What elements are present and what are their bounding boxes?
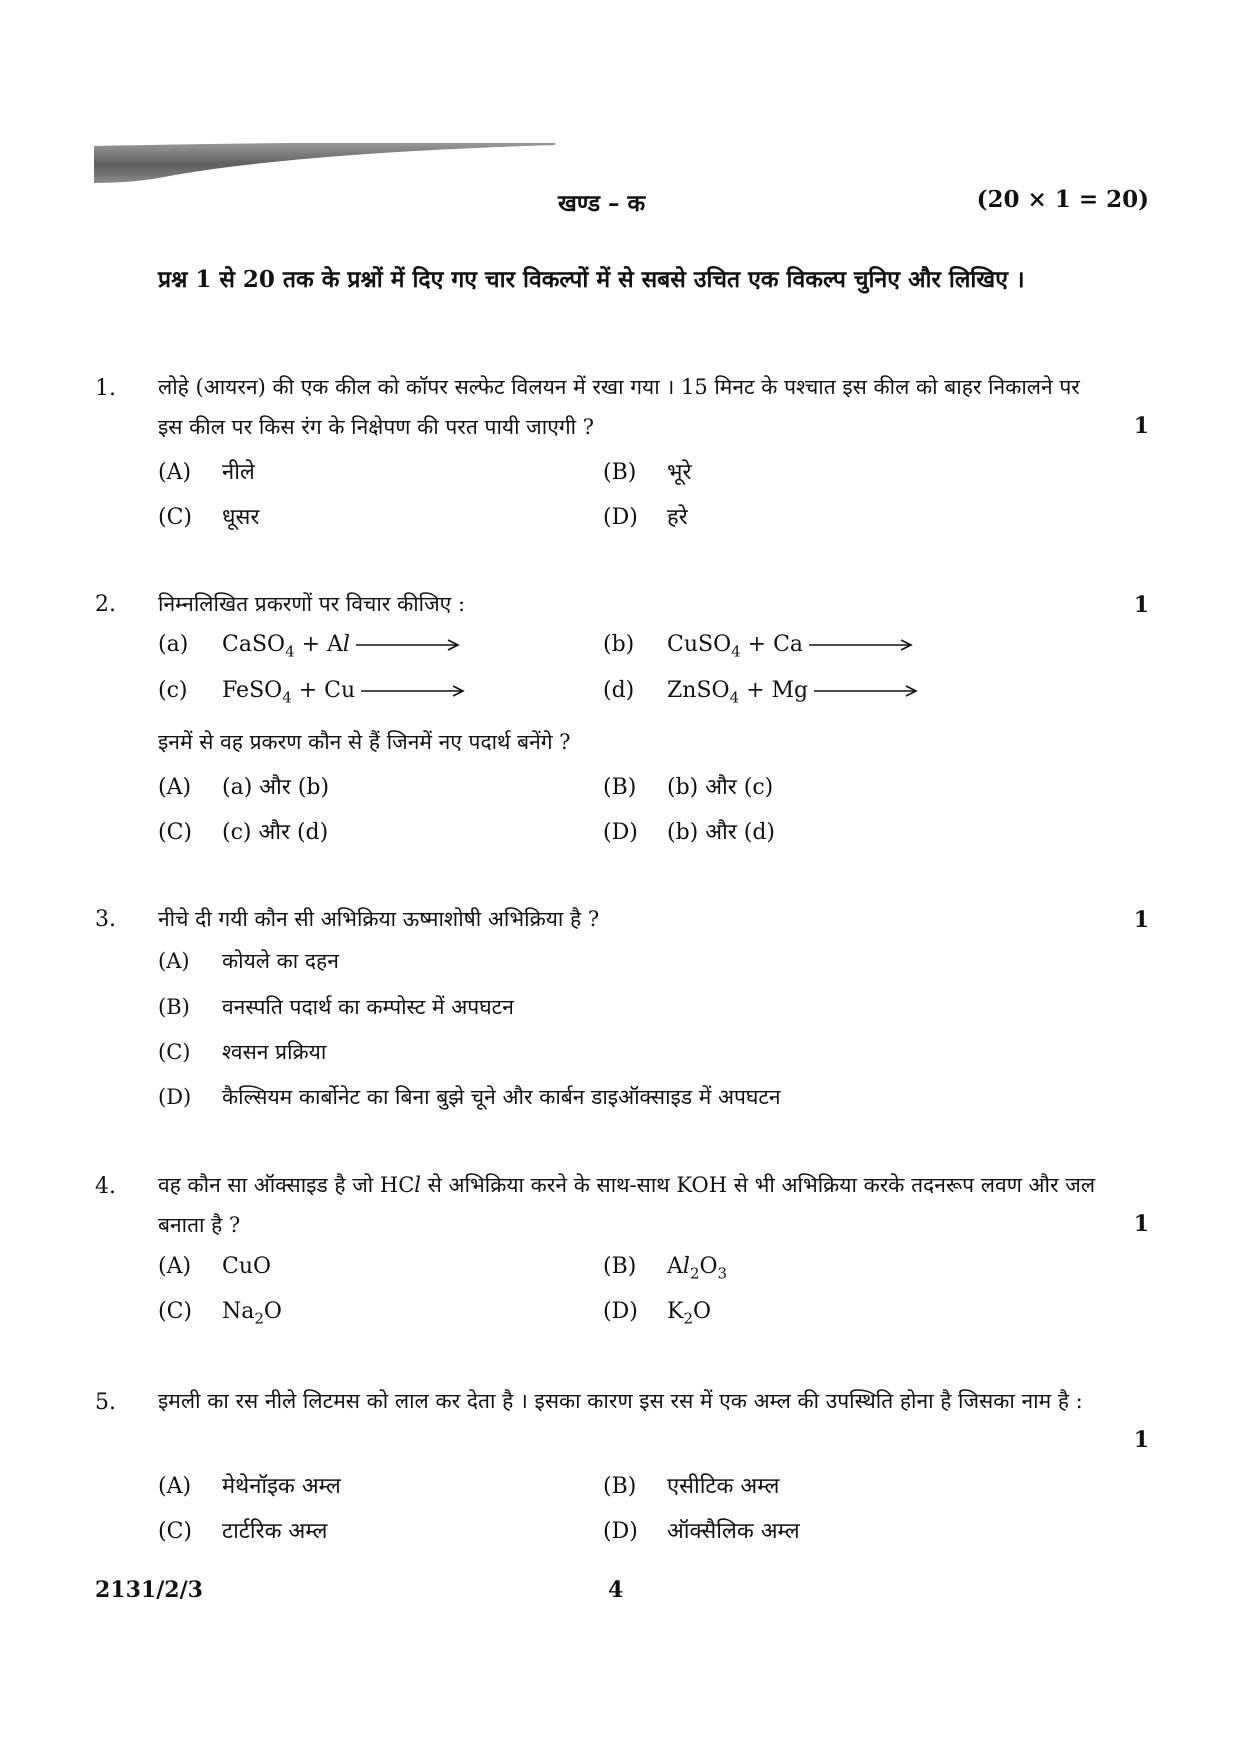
option-label: (D) <box>603 1299 638 1324</box>
question-number: 3. <box>95 907 116 932</box>
option-label: (B) <box>603 775 637 800</box>
question-number: 4. <box>95 1174 116 1199</box>
option-text: कोयले का दहन <box>222 949 339 973</box>
reactant: + Ca <box>740 632 804 657</box>
question-marks: 1 <box>1133 1211 1149 1237</box>
option <box>158 993 514 1021</box>
option <box>158 1254 271 1279</box>
option <box>158 1470 341 1500</box>
option-label: (C) <box>158 505 192 530</box>
reaction-arrow-icon <box>809 638 913 652</box>
option-text: हरे <box>667 505 688 530</box>
option-text: (a) और (b) <box>222 775 330 800</box>
option-label: (B) <box>158 995 190 1019</box>
option-label: (C) <box>158 1519 192 1544</box>
option <box>158 1038 326 1066</box>
question-followup: इनमें से वह प्रकरण कौन से हैं जिनमें नए पदार्थ बनेंगे ? <box>158 730 571 754</box>
question-text: वह कौन सा ऑक्साइड है जो HCl से अभिक्रिया करने के साथ-साथ KOH से भी अभिक्रिया करके तदनरूप लवण और जल बनाता है ? <box>158 1173 1096 1237</box>
reaction-label: (b) <box>603 632 635 657</box>
option-text: (c) और (d) <box>222 820 329 845</box>
option-label: (A) <box>158 1474 192 1499</box>
question-number: 1. <box>95 376 116 401</box>
section-marks-scheme: (20 × 1 = 20) <box>976 186 1149 213</box>
question-marks: 1 <box>1133 413 1149 439</box>
subscript: 4 <box>731 642 741 661</box>
option <box>158 1299 282 1327</box>
subscript: 4 <box>729 688 740 707</box>
option-label: (A) <box>158 949 190 973</box>
option-label: (A) <box>158 1254 192 1279</box>
option <box>603 456 691 486</box>
reactant: FeSO <box>222 678 283 703</box>
option-text: (b) और (c) <box>667 775 774 800</box>
page-number: 4 <box>608 1577 624 1603</box>
option <box>158 456 255 486</box>
reaction <box>158 678 465 706</box>
option <box>603 1470 779 1500</box>
option-text: नीले <box>222 460 255 485</box>
option-text: श्वसन प्रक्रिया <box>222 1040 327 1064</box>
reactant: + A <box>294 632 343 657</box>
option <box>158 501 259 531</box>
option <box>158 1515 327 1545</box>
option <box>603 501 688 531</box>
option-label: (D) <box>603 505 638 530</box>
reactant-italic: l <box>342 632 350 657</box>
reaction-arrow-icon <box>814 684 918 698</box>
option-text: धूसर <box>222 505 260 530</box>
formula: $Al_2O_3$ <box>667 1254 728 1283</box>
reaction <box>603 678 918 706</box>
option-text: एसीटिक अम्ल <box>667 1474 780 1499</box>
question-text: लोहे (आयरन) की एक कील को कॉपर सल्फेट विलयन में रखा गया । 15 मिनट के पश्चात इस कील को बाहर निकालने पर इस कील पर किस रंग के निक्षेपण की परत पायी जाएगी ? <box>158 375 1080 439</box>
option <box>158 816 328 846</box>
option <box>603 816 775 846</box>
option-text: टार्टरिक अम्ल <box>222 1519 328 1544</box>
question-marks: 1 <box>1133 1427 1149 1453</box>
option <box>603 1515 800 1545</box>
option-text: मेथेनॉइक अम्ल <box>222 1474 341 1499</box>
option-text: (b) और (d) <box>667 820 775 845</box>
question-marks: 1 <box>1133 907 1149 933</box>
option-label: (B) <box>603 460 637 485</box>
reactant: CaSO <box>222 632 286 657</box>
reaction-label: (a) <box>158 632 189 657</box>
option <box>603 771 773 801</box>
reaction <box>603 632 913 660</box>
option-text: ऑक्सैलिक अम्ल <box>667 1519 800 1544</box>
option <box>603 1254 727 1282</box>
question-number: 5. <box>95 1390 116 1415</box>
subscript: 4 <box>285 642 295 661</box>
instructions: प्रश्न 1 से 20 तक के प्रश्नों में दिए गए चार विकल्पों में से सबसे उचित एक विकल्प चुनिए और लिखिए । <box>158 266 1025 293</box>
reaction-arrow-icon <box>361 684 465 698</box>
reaction-label: (d) <box>603 678 635 703</box>
option-text: वनस्पति पदार्थ का कम्पोस्ट में अपघटन <box>222 995 514 1019</box>
question-number: 2. <box>95 592 116 617</box>
option-label: (B) <box>603 1474 637 1499</box>
paper-code: 2131/2/3 <box>95 1577 203 1603</box>
reactant: + Mg <box>739 678 809 703</box>
header-decorative-bar <box>94 143 555 185</box>
option-label: (C) <box>158 1299 192 1324</box>
option-label: (C) <box>158 1040 191 1064</box>
option <box>603 1299 711 1327</box>
option-label: (A) <box>158 775 192 800</box>
option-text: कैल्सियम कार्बोनेट का बिना बुझे चूने और कार्बन डाइऑक्साइड में अपघटन <box>222 1085 781 1109</box>
option-label: (D) <box>603 1519 638 1544</box>
reactant: CuSO <box>667 632 732 657</box>
option-text: CuO <box>222 1254 272 1279</box>
section-title: खण्ड – क <box>558 190 646 217</box>
reaction <box>158 632 460 660</box>
option-label: (A) <box>158 460 192 485</box>
option <box>158 1083 781 1111</box>
option-label: (D) <box>603 820 638 845</box>
reaction-arrow-icon <box>356 638 460 652</box>
option-label: (D) <box>158 1085 192 1109</box>
subscript: 4 <box>282 688 292 707</box>
formula: $Na_2O$ <box>222 1299 282 1328</box>
option-label: (B) <box>603 1254 637 1279</box>
option <box>158 771 329 801</box>
option <box>158 947 339 975</box>
reactant: + Cu <box>291 678 356 703</box>
reactant: ZnSO <box>667 678 730 703</box>
question-text: निम्नलिखित प्रकरणों पर विचार कीजिए : <box>158 592 466 616</box>
question-marks: 1 <box>1133 592 1149 618</box>
formula: $K_2O$ <box>667 1299 712 1328</box>
reaction-label: (c) <box>158 678 188 703</box>
option-text: भूरे <box>667 460 692 485</box>
option-label: (C) <box>158 820 192 845</box>
question-text: इमली का रस नीले लिटमस को लाल कर देता है । इसका कारण इस रस में एक अम्ल की उपस्थिति होना है जिसका नाम है : <box>158 1389 1083 1413</box>
question-text: नीचे दी गयी कौन सी अभिक्रिया ऊष्माशोषी अभिक्रिया है ? <box>158 907 600 931</box>
